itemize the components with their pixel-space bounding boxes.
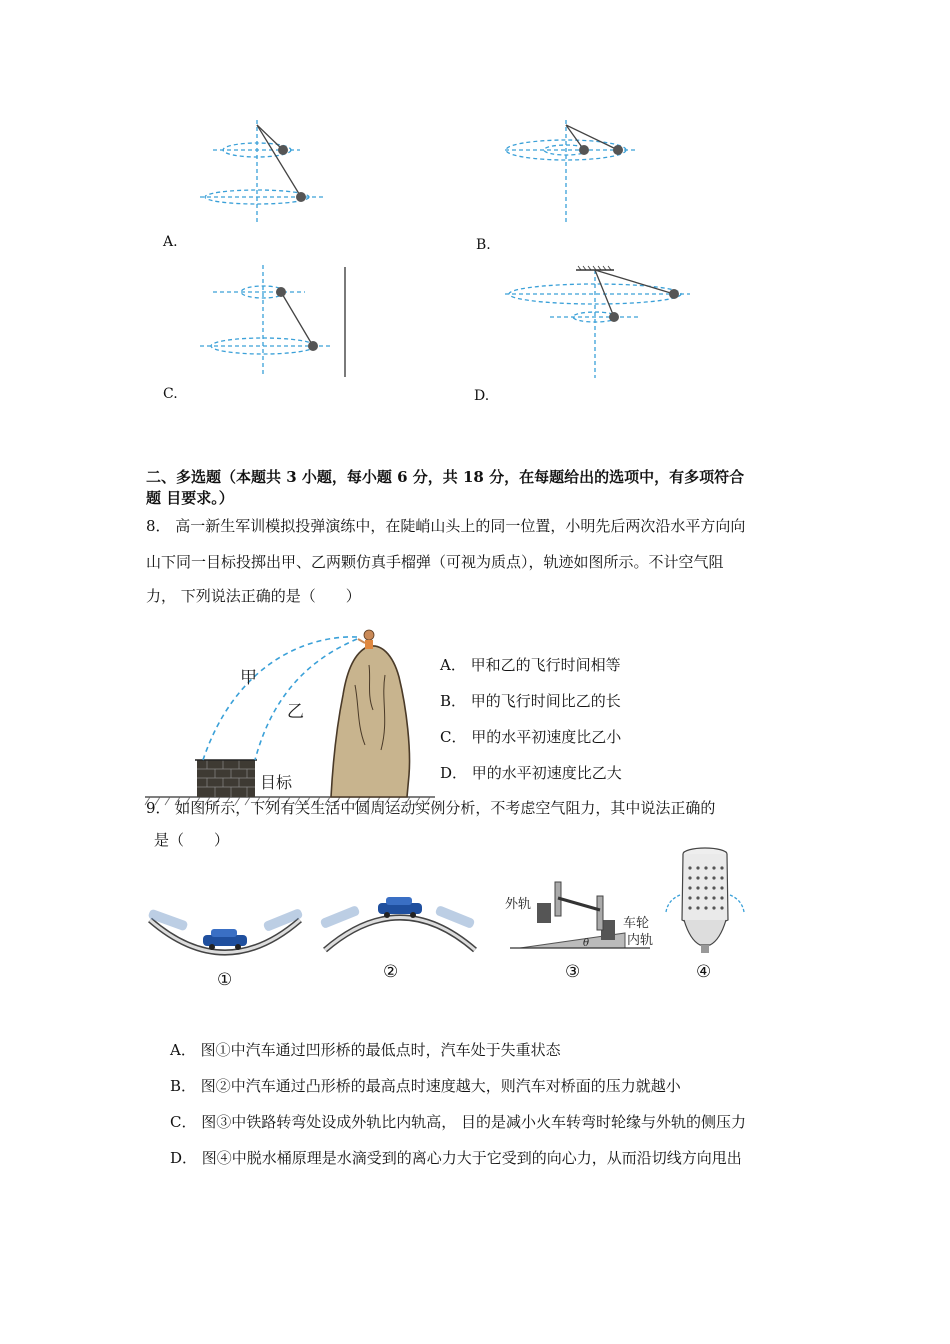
q7-option-d-label: D. — [474, 388, 490, 404]
q7-figure-c — [195, 265, 355, 380]
thrower-body — [365, 640, 373, 649]
q8-option-c[interactable]: C． 甲的水平初速度比乙小 — [440, 728, 622, 746]
q9-figure-4-label: ④ — [696, 962, 712, 982]
section-heading-line1: 二、多选题（本题共 3 小题，每小题 6 分，共 18 分，在每题给出的选项中，有多项符合 — [146, 468, 745, 486]
ball — [609, 312, 619, 322]
q7-option-b-label: B. — [476, 237, 491, 253]
ball — [296, 192, 306, 202]
section-heading-line2: 题 目要求。） — [146, 489, 234, 507]
q9-figure-4 — [660, 840, 750, 960]
trajectory-jia — [203, 637, 357, 760]
label-theta: θ — [583, 938, 590, 949]
q7-figure-d — [500, 262, 700, 382]
label-wheel: 车轮 — [623, 916, 650, 931]
q9-figure-3-label: ③ — [565, 962, 581, 982]
q8-stem-line1: 8． 高一新生军训模拟投弹演练中，在陡峭山头上的同一位置，小明先后两次沿水平方向向 — [146, 517, 746, 535]
q9-option-c[interactable]: C． 图③中铁路转弯处设成外轨比内轨高， 目的是减小火车转弯时轮缘与外轨的侧压力 — [170, 1113, 747, 1131]
q8-option-d[interactable]: D． 甲的水平初速度比乙大 — [440, 764, 622, 782]
q8-stem-line3: 力， 下列说法正确的是（ ） — [146, 587, 361, 605]
q9-stem-line1: 9． 如图所示，下列有关生活中圆周运动实例分析，不考虑空气阻力，其中说法正确的 — [146, 799, 716, 817]
q9-figure-3 — [505, 878, 665, 958]
q9-option-d[interactable]: D． 图④中脱水桶原理是水滴受到的离心力大于它受到的向心力，从而沿切线方向甩出 — [170, 1149, 742, 1167]
q8-option-a[interactable]: A． 甲和乙的飞行时间相等 — [440, 656, 621, 674]
label-target: 目标 — [260, 773, 293, 792]
outer-rail — [537, 903, 551, 923]
label-inner-rail: 内轨 — [627, 933, 654, 948]
q9-figure-2-label: ② — [383, 962, 399, 982]
thrower-head — [364, 630, 374, 640]
label-yi: 乙 — [287, 702, 304, 722]
q8-figure — [145, 625, 445, 810]
ball — [278, 145, 288, 155]
q7-figure-a — [195, 120, 335, 230]
q7-option-c-label: C. — [163, 386, 178, 402]
ball — [308, 341, 318, 351]
ball — [669, 289, 679, 299]
q7-option-a-label: A. — [163, 234, 178, 250]
q9-figure-1-label: ① — [217, 970, 233, 990]
ball — [613, 145, 623, 155]
q9-stem-line2: 是（ ） — [154, 831, 230, 849]
cliff — [331, 646, 410, 797]
q8-stem-line2: 山下同一目标投掷出甲、乙两颗仿真手榴弹（可视为质点），轨迹如图所示。不计空气阻 — [146, 553, 724, 571]
q9-figure-2 — [315, 890, 485, 960]
ball — [276, 287, 286, 297]
q8-option-b[interactable]: B． 甲的飞行时间比乙的长 — [440, 692, 621, 710]
q7-figure-b — [500, 120, 650, 230]
label-jia: 甲 — [240, 668, 257, 688]
q9-option-b[interactable]: B． 图②中汽车通过凸形桥的最高点时速度越大，则汽车对桥面的压力就越小 — [170, 1077, 681, 1095]
q9-option-a[interactable]: A． 图①中汽车通过凹形桥的最低点时，汽车处于失重状态 — [170, 1041, 561, 1059]
ball — [579, 145, 589, 155]
label-outer-rail: 外轨 — [505, 897, 532, 912]
